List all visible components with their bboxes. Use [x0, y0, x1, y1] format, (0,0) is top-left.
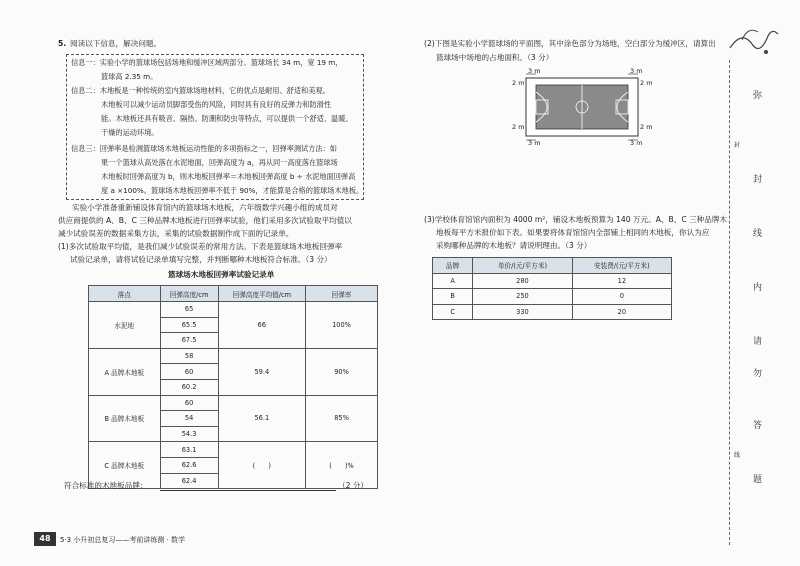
table-header: 回弹率	[306, 286, 378, 302]
decorative-flourish-icon	[722, 18, 782, 68]
table-cell-avg: 66	[218, 302, 305, 349]
table-cell-height: 62.4	[160, 473, 218, 489]
q3-line: 采购哪种品牌的木地板？请说明理由。（3 分）	[436, 241, 592, 250]
table-cell-height: 63.1	[160, 442, 218, 458]
intro-line: 实验小学准备重新铺设体育馆内的篮球场木地板，六年级数学兴趣小组的成员对	[72, 203, 338, 212]
info-line: 干燥的运动环境。	[101, 128, 159, 137]
dim-label: 3 m	[630, 139, 643, 147]
table-header: 回弹高度/cm	[160, 286, 218, 302]
table-cell-height: 62.6	[160, 457, 218, 473]
info-line: 度 a ×100%。篮球场木地板回弹率不低于 90%，才能算是合格的篮球场木地板。	[101, 186, 364, 195]
answer-score: （2 分）	[338, 481, 369, 490]
q3-line: (3)学校体育馆馆内面积为 4000 m²，铺设木地板预算为 140 万元。A、B、C 三种品牌木	[424, 215, 728, 224]
table-cell-height: 58	[160, 348, 218, 364]
table-cell-name: A 品牌木地板	[89, 348, 161, 395]
table-header: 落点	[89, 286, 161, 302]
table-cell: 330	[473, 304, 572, 320]
table-cell-height: 65.5	[160, 317, 218, 333]
table-cell: 0	[572, 289, 671, 305]
dim-label: 2 m	[640, 79, 653, 87]
table-cell: 250	[473, 289, 572, 305]
dim-label: 3 m	[528, 139, 541, 147]
info-box	[66, 54, 364, 200]
seal-notice-char: 弥	[753, 91, 763, 101]
q2-line: 篮球场中场地的占地面积。（3 分）	[436, 53, 554, 62]
intro-line: 供应商提供的 A、B、C 三种品牌木地板进行回弹率试验，他们采用多次试验取平均值以	[58, 216, 352, 225]
q1-line: (1)多次试验取平均值，是我们减少试验误差的常用方法。下表是篮球场木地板回弹率	[58, 242, 343, 251]
intro-line: 减少试验误差的数据采集方法，采集的试验数据制作成下面的记录单。	[58, 229, 294, 238]
price-table	[432, 257, 672, 320]
table-cell: 12	[572, 273, 671, 289]
court-diagram	[512, 68, 652, 146]
dim-label: 2 m	[640, 123, 653, 131]
table-cell-avg: 56.1	[218, 395, 305, 442]
dim-label: 2 m	[512, 123, 525, 131]
table-cell-name: C 品牌木地板	[89, 442, 161, 489]
table-cell: 280	[473, 273, 572, 289]
info-line: 能。木地板还具有吸音、隔热、防潮和防虫等特点，可以提供一个舒适、温暖、	[101, 114, 353, 123]
table-cell-height: 60.2	[160, 379, 218, 395]
footer-text: 5·3 小升初总复习——考前讲练测 · 数学	[60, 536, 186, 544]
table-header: 单价/(元/平方米)	[473, 258, 572, 274]
answer-blank-line[interactable]	[160, 490, 336, 491]
seal-notice-char: 线	[753, 229, 763, 239]
info-line: 信息一：实验小学的篮球场包括场地和缓冲区域两部分。篮球场长 34 m，宽 19 m，	[71, 58, 343, 67]
table-cell-name: 水泥地	[89, 302, 161, 349]
table-cell-height: 54	[160, 411, 218, 427]
seal-notice-char: 题	[753, 475, 763, 485]
table-cell: 20	[572, 304, 671, 320]
table-cell-rate: 90%	[306, 348, 378, 395]
seal-line	[729, 60, 730, 545]
seal-notice-char: 答	[753, 421, 763, 431]
seal-small-char: 线	[734, 452, 741, 459]
table-cell: C	[433, 304, 473, 320]
avg-answer-blank[interactable]: ( )	[218, 442, 305, 489]
dim-label: 2 m	[512, 79, 525, 87]
seal-notice-char: 内	[753, 283, 763, 293]
info-line: 信息二：木地板是一种传统的室内篮球场地材料，它的优点是耐用、舒适和美观。	[71, 86, 330, 95]
rate-answer-blank[interactable]: ( )%	[306, 442, 378, 489]
table-header: 回弹高度平均值/cm	[218, 286, 305, 302]
seal-notice-char: 请	[753, 337, 763, 347]
q3-line: 地板每平方米报价如下表。如果要将体育馆馆内全部铺上相同的木地板，你认为应	[436, 228, 710, 237]
table-cell-height: 65	[160, 302, 218, 318]
problem-number: 5.	[58, 39, 67, 48]
info-line: 木地板时回弹高度为 b，则木地板回弹率＝木地板回弹高度 b ÷ 水泥地面回弹高	[101, 172, 356, 181]
info-line: 果一个篮球从高处落在水泥地面，回弹高度为 a，再从同一高度落在篮球场	[101, 158, 338, 167]
dim-label: 3 m	[528, 67, 541, 75]
dim-label: 3 m	[630, 67, 643, 75]
problem-title: 阅读以下信息，解决问题。	[70, 39, 162, 48]
record-table-title: 篮球场木地板回弹率试验记录单	[168, 270, 275, 279]
info-line: 木地板可以减少运动员脚部受伤的风险，同时具有良好的反弹力和防滑性	[101, 100, 332, 109]
table-cell-rate: 85%	[306, 395, 378, 442]
table-cell-height: 54.3	[160, 426, 218, 442]
q1-line: 试验记录单，请将试验记录单填写完整，并判断哪种木地板符合标准。（3 分）	[70, 255, 332, 264]
seal-notice-char: 勿	[753, 369, 763, 379]
table-cell-height: 60	[160, 364, 218, 380]
rebound-record-table	[88, 285, 378, 489]
answer-prompt: 符合标准的木地板品牌：	[64, 481, 148, 490]
table-cell: B	[433, 289, 473, 305]
info-line: 篮球高 2.35 m。	[101, 72, 158, 81]
table-cell-height: 60	[160, 395, 218, 411]
seal-notice-char: 封	[753, 175, 763, 185]
table-cell: A	[433, 273, 473, 289]
table-cell-avg: 59.4	[218, 348, 305, 395]
page-number: 48	[34, 532, 56, 546]
info-line: 信息三：回弹率是检测篮球场木地板运动性能的多项指标之一，回弹率测试方法：如	[71, 144, 337, 153]
seal-small-char: 封	[734, 142, 741, 149]
table-header: 安装费/(元/平方米)	[572, 258, 671, 274]
table-cell-height: 67.5	[160, 333, 218, 349]
table-cell-name: B 品牌木地板	[89, 395, 161, 442]
table-cell-rate: 100%	[306, 302, 378, 349]
q2-line: (2)下图是实验小学篮球场的平面图，其中涂色部分为场地，空白部分为缓冲区，请算出	[424, 39, 716, 48]
table-header: 品牌	[433, 258, 473, 274]
